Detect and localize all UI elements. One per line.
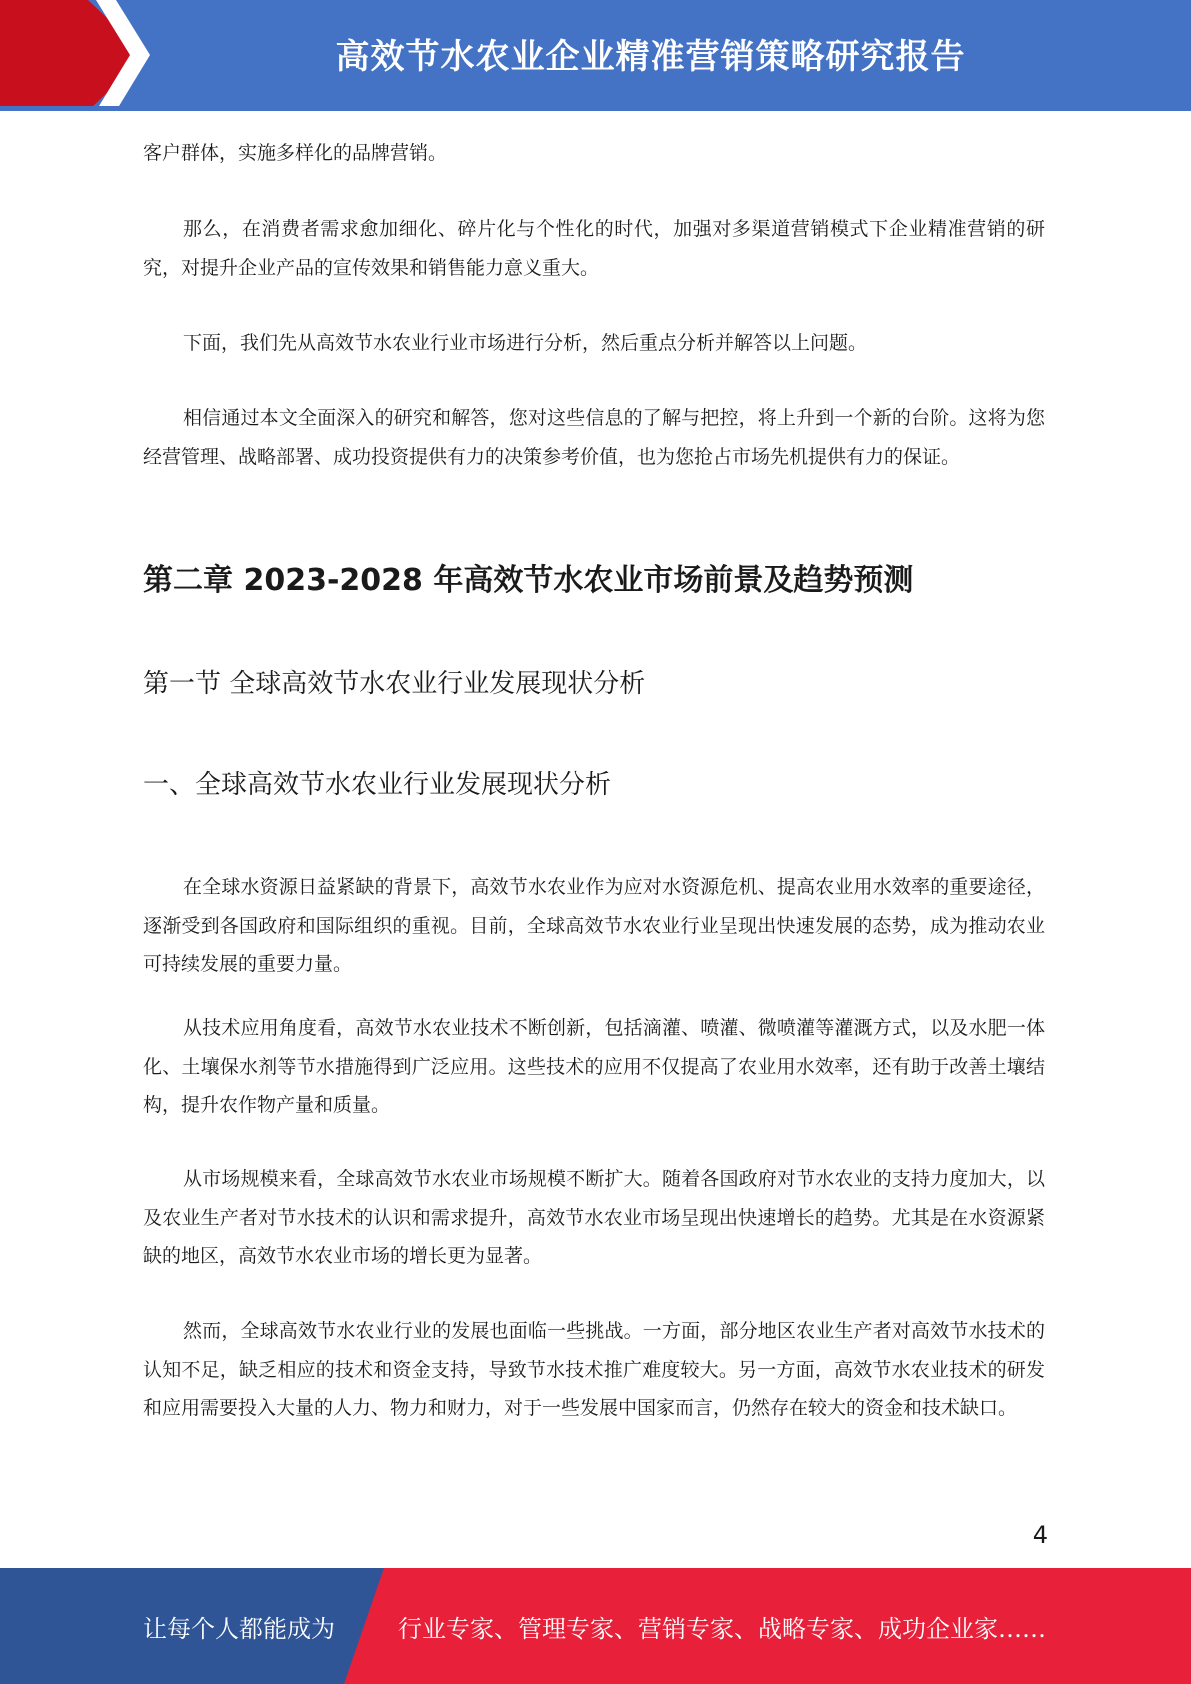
body-paragraph-3: 从市场规模来看，全球高效节水农业市场规模不断扩大。随着各国政府对节水农业的支持力度加大，以及农业生产者对节水技术的认识和需求提升，高效节水农业市场呈现出快速增长的趋势。尤其是在水资源紧缺的地区，高效节水农业市场的增长更为显著。 [143,1168,1045,1267]
intro-paragraph-3: 下面，我们先从高效节水农业行业市场进行分析，然后重点分析并解答以上问题。 [183,332,868,354]
body-paragraph-4: 然而，全球高效节水农业行业的发展也面临一些挑战。一方面，部分地区农业生产者对高效节水技术的认知不足，缺乏相应的技术和资金支持，导致节水技术推广难度较大。另一方面，高效节水农业技术的研发和应用需要投入大量的人力、物力和财力，对于一些发展中国家而言，仍然存在较大的资金和技术缺口。 [143,1320,1045,1419]
page-number: 4 [1032,1521,1048,1549]
intro-paragraph-4: 相信通过本文全面深入的研究和解答，您对这些信息的了解与把控，将上升到一个新的台阶。这将为您经营管理、战略部署、成功投资提供有力的决策参考价值，也为您抢占市场先机提供有力的保证。 [143,407,1045,468]
intro-paragraph-2: 那么，在消费者需求愈加细化、碎片化与个性化的时代，加强对多渠道营销模式下企业精准营销的研究，对提升企业产品的宣传效果和销售能力意义重大。 [143,218,1045,279]
intro-paragraph-1: 客户群体，实施多样化的品牌营销。 [143,142,448,164]
body-paragraph-2: 从技术应用角度看，高效节水农业技术不断创新，包括滴灌、喷灌、微喷灌等灌溉方式，以及水肥一体化、土壤保水剂等节水措施得到广泛应用。这些技术的应用不仅提高了农业用水效率，还有助于改善土壤结构，提升农作物产量和质量。 [143,1017,1045,1116]
header-bottom-edge [0,106,1191,111]
page-header [0,0,1191,111]
chapter-title: 第二章 2023-2028 年高效节水农业市场前景及趋势预测 [143,563,914,598]
footer-slogan-right: 行业专家、管理专家、营销专家、战略专家、成功企业家…… [398,1614,1046,1643]
page-footer [0,1568,1191,1684]
footer-slogan-left: 让每个人都能成为 [143,1614,335,1643]
body-paragraph-1: 在全球水资源日益紧缺的背景下，高效节水农业作为应对水资源危机、提高农业用水效率的重要途径，逐渐受到各国政府和国际组织的重视。目前，全球高效节水农业行业呈现出快速发展的态势，成为推动农业可持续发展的重要力量。 [143,876,1045,975]
subsection-title: 一、全球高效节水农业行业发展现状分析 [143,770,612,800]
header-title: 高效节水农业企业精准营销策略研究报告 [335,36,966,77]
section-title: 第一节 全球高效节水农业行业发展现状分析 [143,669,646,699]
